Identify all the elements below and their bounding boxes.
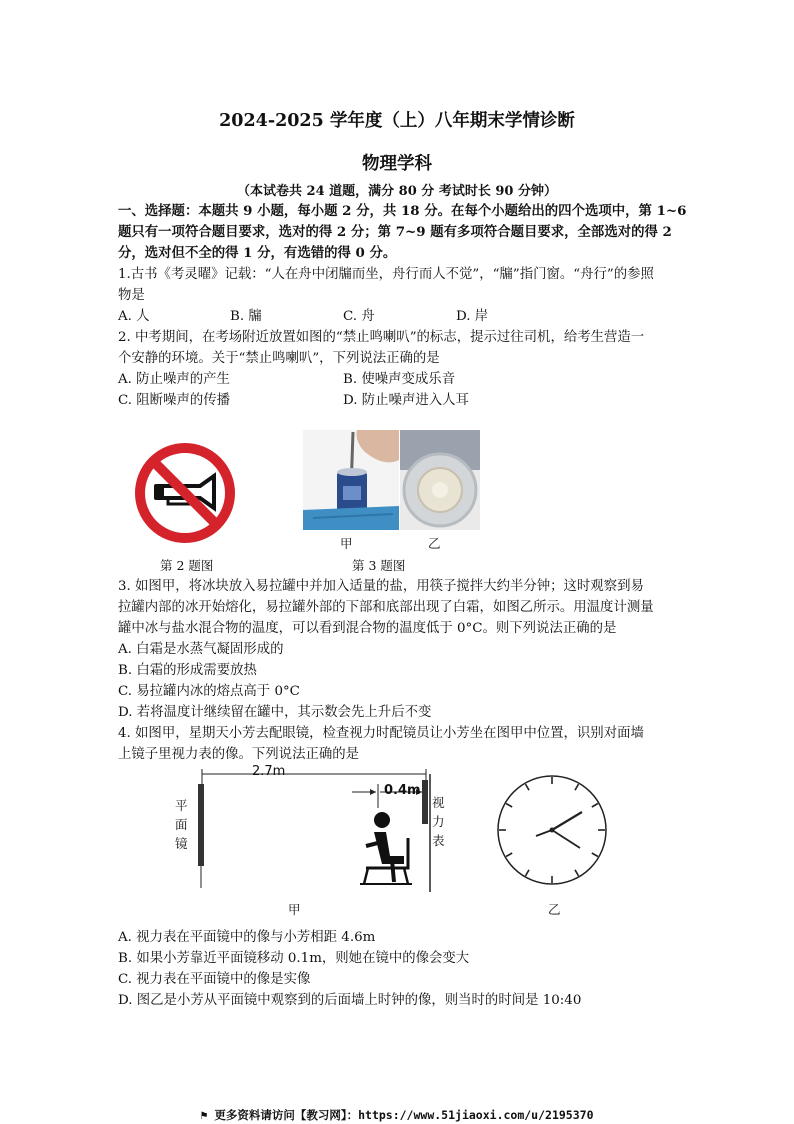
can-with-ice-photo	[303, 430, 399, 530]
fig2-caption: 第 2 题图	[160, 558, 214, 573]
fig3-label-b: 乙	[428, 536, 441, 551]
q1-stem-2: 物是	[118, 288, 145, 303]
subject-title: 物理学科	[362, 154, 432, 174]
fig3-label-a: 甲	[340, 536, 353, 551]
frosted-can-bottom-photo	[400, 430, 480, 530]
section1-line-1: 一、选择题：本题共 9 小题，每小题 2 分，共 18 分。在每个小题给出的四个选项中，第 1~6	[118, 203, 687, 219]
q4-option-b: B. 如果小芳靠近平面镜移动 0.1m，则她在镜中的像会变大	[118, 951, 470, 966]
q3-option-b: B. 白霜的形成需要放热	[118, 663, 257, 678]
fig4-label-a: 甲	[288, 902, 301, 917]
q1-option-b: B. 牖	[230, 309, 262, 324]
q3-option-c: C. 易拉罐内冰的熔点高于 0°C	[118, 684, 300, 699]
fig4-distance-total: 2.7m	[252, 764, 286, 779]
q2-option-d: D. 防止噪声进入人耳	[343, 393, 469, 408]
clock-icon	[496, 774, 608, 886]
q2-option-b: B. 使噪声变成乐音	[343, 372, 456, 387]
exam-title: 2024-2025 学年度（上）八年期末学情诊断	[219, 111, 575, 131]
footer-link[interactable]	[0, 1107, 794, 1123]
q1-option-c: C. 舟	[343, 309, 375, 324]
fig3-caption: 第 3 题图	[352, 558, 406, 573]
section1-line-2: 题只有一项符合题目要求，选对的得 2 分；第 7~9 题有多项符合题目要求，全部选对的得 2	[118, 224, 672, 240]
footer-text: 更多资料请访问【教习网】：https://www.51jiaoxi.com/u/2195370	[214, 1108, 594, 1122]
section1-line-3: 分，选对但不全的得 1 分，有选错的得 0 分。	[118, 245, 397, 261]
q1-option-a: A. 人	[118, 309, 150, 324]
q3-stem-2: 拉罐内部的冰开始熔化，易拉罐外部的下部和底部出现了白霜，如图乙所示。用温度计测量	[118, 600, 654, 615]
q4-option-c: C. 视力表在平面镜中的像是实像	[118, 972, 311, 987]
exam-note: （本试卷共 24 道题，满分 80 分 考试时长 90 分钟）	[237, 184, 557, 199]
no-horn-sign-icon	[132, 440, 238, 546]
q3-option-d: D. 若将温度计继续留在罐中，其示数会先上升后不变	[118, 705, 432, 720]
q2-option-c: C. 阻断噪声的传播	[118, 393, 231, 408]
q1-stem-1: 1.古书《考灵曜》记载：“人在舟中闭牖而坐，舟行而人不觉”，“牖”指门窗。“舟行”的参照	[118, 267, 654, 282]
q3-stem-3: 罐中冰与盐水混合物的温度，可以看到混合物的温度低于 0°C。则下列说法正确的是	[118, 621, 617, 636]
q4-stem-1: 4. 如图甲，星期天小芳去配眼镜，检查视力时配镜员让小芳坐在图甲中位置，识别对面墙	[118, 726, 644, 741]
q2-stem-1: 2. 中考期间，在考场附近放置如图的“禁止鸣喇叭”的标志，提示过往司机，给考生营造一	[118, 330, 645, 345]
fig4-label-b: 乙	[548, 902, 561, 917]
q4-stem-2: 上镜子里视力表的像。下列说法正确的是	[118, 747, 360, 762]
q3-stem-1: 3. 如图甲，将冰块放入易拉罐中并加入适量的盐，用筷子搅拌大约半分钟；这时观察到易	[118, 579, 644, 594]
q4-option-a: A. 视力表在平面镜中的像与小芳相距 4.6m	[118, 930, 376, 945]
q2-option-a: A. 防止噪声的产生	[118, 372, 230, 387]
fig4-distance-short: 0.4m	[384, 783, 421, 798]
flag-icon: ⚑	[200, 1108, 215, 1122]
fig4-mirror-label: 平面镜	[175, 798, 188, 851]
q2-stem-2: 个安静的环境。关于“禁止鸣喇叭”，下列说法正确的是	[118, 351, 440, 366]
q3-option-a: A. 白霜是水蒸气凝固形成的	[118, 642, 284, 657]
q4-option-d: D. 图乙是小芳从平面镜中观察到的后面墙上时钟的像，则当时的时间是 10:40	[118, 993, 582, 1008]
fig4-chart-label: 视力表	[432, 795, 445, 848]
q1-option-d: D. 岸	[456, 309, 489, 324]
